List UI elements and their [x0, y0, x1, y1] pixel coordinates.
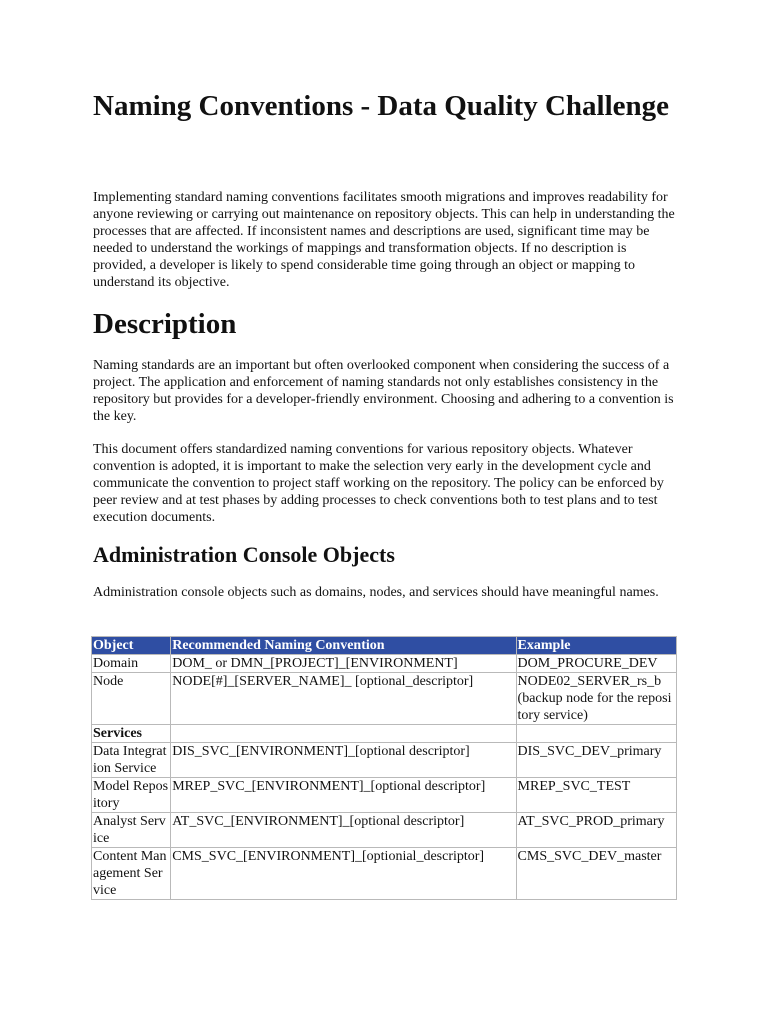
table-cell: DOM_ or DMN_[PROJECT]_[ENVIRONMENT]	[171, 655, 516, 673]
table-header-row	[92, 637, 677, 655]
table-cell: AT_SVC_PROD_primary	[516, 813, 676, 848]
table-cell: Data Integration Service	[92, 743, 171, 778]
table-cell: Domain	[92, 655, 171, 673]
column-header-object: Object	[92, 637, 171, 655]
table-cell: DIS_SVC_[ENVIRONMENT]_[optional descriptor]	[171, 743, 516, 778]
table-row	[92, 743, 677, 778]
table-cell: CMS_SVC_[ENVIRONMENT]_[optionial_descriptor]	[171, 848, 516, 900]
table-section-row	[92, 725, 677, 743]
column-header-example: Example	[516, 637, 676, 655]
intro-paragraph: Implementing standard naming conventions facilitates smooth migrations and improves readability for anyone reviewing or carrying out maintenance on repository objects. This can help in understanding the processes that are affected. If inconsistent names and descriptions are used, significant time may be needed to understand the workings of mappings and transformation objects. If no description is provided, a developer is likely to spend considerable time going through an object or mapping to understand its objective.	[93, 190, 675, 290]
admin-console-heading: Administration Console Objects	[93, 542, 395, 567]
description-paragraph-2: This document offers standardized naming conventions for various repository objects. Whatever convention is adopted, it is important to make the selection very early in the development cycle and communicate the convention to project staff working on the repository. The policy can be enforced by peer review and at test phases by adding processes to check conventions both to test plans and to test execution documents.	[93, 442, 664, 525]
table-row	[92, 655, 677, 673]
table-cell: CMS_SVC_DEV_master	[516, 848, 676, 900]
table-row	[92, 673, 677, 725]
table-cell	[171, 725, 516, 743]
table-row	[92, 778, 677, 813]
table-cell: Node	[92, 673, 171, 725]
admin-console-paragraph: Administration console objects such as domains, nodes, and services should have meaningful names.	[93, 585, 659, 600]
table-cell: Model Repository	[92, 778, 171, 813]
table-cell: DOM_PROCURE_DEV	[516, 655, 676, 673]
page-title: Naming Conventions - Data Quality Challenge	[93, 90, 670, 122]
table-row	[92, 813, 677, 848]
table-row	[92, 848, 677, 900]
naming-convention-table	[91, 636, 677, 900]
table-cell: DIS_SVC_DEV_primary	[516, 743, 676, 778]
table-section-label: Services	[92, 725, 171, 743]
column-header-convention: Recommended Naming Convention	[171, 637, 516, 655]
table-cell: MREP_SVC_[ENVIRONMENT]_[optional descriptor]	[171, 778, 516, 813]
table-cell: NODE02_SERVER_rs_b (backup node for the repository service)	[516, 673, 676, 725]
table-cell: Content Management Service	[92, 848, 171, 900]
table-cell: MREP_SVC_TEST	[516, 778, 676, 813]
table-cell: Analyst Service	[92, 813, 171, 848]
table-cell: NODE[#]_[SERVER_NAME]_ [optional_descriptor]	[171, 673, 516, 725]
description-paragraph-1: Naming standards are an important but often overlooked component when considering the success of a project. The application and enforcement of naming standards not only establishes consistency in the repository but provides for a developer-friendly environment. Choosing and adhering to a convention is the key.	[93, 358, 674, 424]
description-heading: Description	[93, 308, 237, 340]
table-cell: AT_SVC_[ENVIRONMENT]_[optional descriptor]	[171, 813, 516, 848]
table-cell	[516, 725, 676, 743]
